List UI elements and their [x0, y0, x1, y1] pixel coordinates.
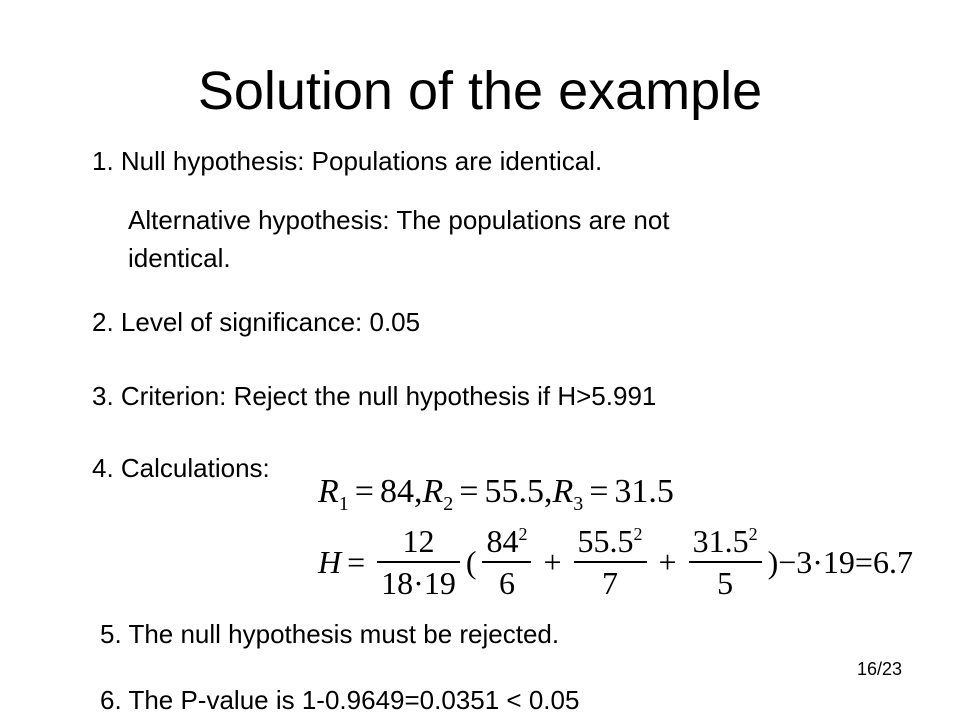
fraction-numerator [574, 523, 647, 561]
exponent: 2 [748, 524, 758, 544]
fraction-12-over-18x19 [377, 523, 460, 601]
equals-sign: = [589, 473, 609, 510]
r-symbol: R [318, 473, 339, 510]
h-statistic-formula [318, 522, 913, 602]
equals-sign: = [347, 543, 366, 580]
fraction-denominator: 18·19 [377, 561, 460, 601]
r1-value: 84 [379, 473, 414, 510]
slide-title: Solution of the example [197, 61, 763, 121]
page-number: 16/23 [856, 659, 902, 679]
exponent: 2 [518, 524, 528, 544]
r3-value: 31.5 [614, 473, 674, 510]
close-paren: ) [767, 543, 779, 580]
fraction-denominator: 5 [689, 561, 762, 601]
rank-sums-formula [318, 472, 674, 515]
numerator-base: 55.5 [577, 523, 634, 559]
criterion-text: 3. Criterion: Reject the null hypothesis if H>5.991 [92, 381, 657, 411]
r-symbol: R [552, 473, 574, 510]
significance-level-text: 2. Level of significance: 0.05 [92, 307, 421, 337]
fraction-denominator: 7 [574, 561, 647, 601]
subscript-3: 3 [573, 493, 584, 515]
alternative-hypothesis-line-2: identical. [128, 243, 231, 273]
subscript-2: 2 [443, 493, 454, 515]
fraction-numerator [689, 523, 762, 561]
fraction-numerator: 12 [402, 523, 435, 559]
comma: , [543, 473, 553, 510]
conclusion-text: 5. The null hypothesis must be rejected. [100, 619, 560, 649]
exponent: 2 [633, 524, 643, 544]
r2-value: 55.5 [484, 473, 544, 510]
minus-term: −3·19 [778, 543, 855, 580]
equals-sign: = [459, 473, 479, 510]
fraction-84sq-over-6 [482, 523, 531, 601]
open-paren: ( [465, 543, 477, 580]
plus-sign: + [658, 543, 677, 580]
fraction-55-5sq-over-7 [574, 523, 647, 601]
plus-sign: + [543, 543, 562, 580]
numerator-base: 84 [486, 523, 519, 559]
alternative-hypothesis-line-1: Alternative hypothesis: The populations are not [128, 205, 670, 235]
numerator-base: 31.5 [692, 523, 749, 559]
equals-sign: = [354, 473, 374, 510]
h-result: =6.7 [854, 543, 913, 580]
r-symbol: R [422, 473, 444, 510]
null-hypothesis-text: 1. Null hypothesis: Populations are identical. [92, 146, 603, 176]
calculations-label: 4. Calculations: [92, 453, 270, 483]
fraction-31-5sq-over-5 [689, 523, 762, 601]
fraction-numerator [482, 523, 531, 561]
fraction-denominator: 6 [482, 561, 531, 601]
h-symbol: H [318, 543, 342, 580]
comma: , [413, 473, 423, 510]
subscript-1: 1 [338, 493, 349, 515]
p-value-text: 6. The P-value is 1-0.9649=0.0351 < 0.05 [100, 685, 580, 715]
